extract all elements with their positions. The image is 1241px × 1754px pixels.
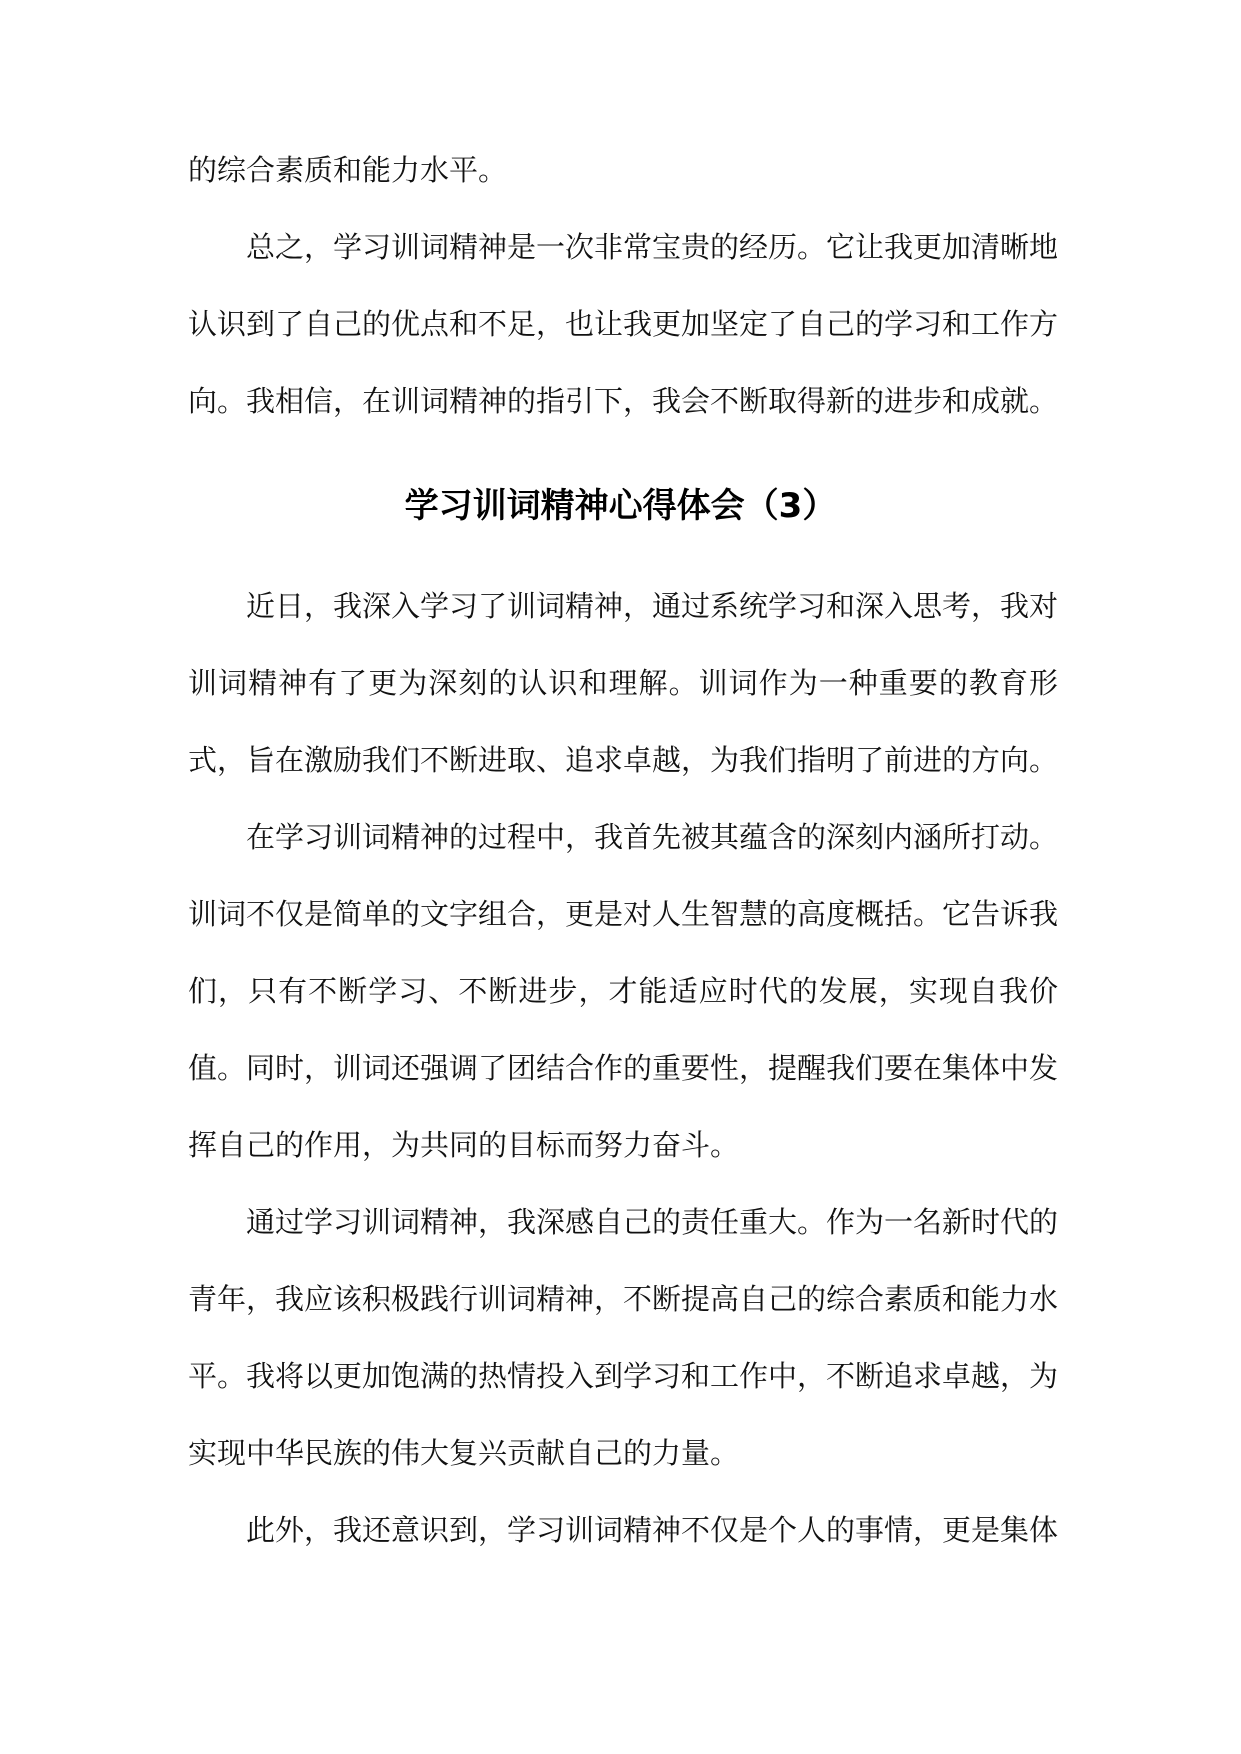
paragraph-3: 通过学习训词精神，我深感自己的责任重大。作为一名新时代的青年，我应该积极践行训词精神，不断提高自己的综合素质和能力水平。我将以更加饱满的热情投入到学习和工作中，不断追求卓越，为实现中华民族的伟大复兴贡献自己的力量。 (188, 1205, 1059, 1470)
paragraph-conclusion: 总之，学习训词精神是一次非常宝贵的经历。它让我更加清晰地认识到了自己的优点和不足，也让我更加坚定了自己的学习和工作方向。我相信，在训词精神的指引下，我会不断取得新的进步和成就。 (188, 230, 1059, 418)
paragraph-4: 此外，我还意识到，学习训词精神不仅是个人的事情，更是集体 (246, 1513, 1059, 1547)
section-title: 学习训词精神心得体会（3） (404, 486, 837, 526)
continued-text-block (188, 132, 1058, 440)
paragraph-continuation: 的综合素质和能力水平。 (188, 153, 508, 187)
paragraph-2: 在学习训词精神的过程中，我首先被其蕴含的深刻内涵所打动。训词不仅是简单的文字组合，更是对人生智慧的高度概括。它告诉我们，只有不断学习、不断进步，才能适应时代的发展，实现自我价值。同时，训词还强调了团结合作的重要性，提醒我们要在集体中发挥自己的作用，为共同的目标而努力奋斗。 (188, 820, 1059, 1162)
paragraph-1: 近日，我深入学习了训词精神，通过系统学习和深入思考，我对训词精神有了更为深刻的认识和理解。训词作为一种重要的教育形式，旨在激励我们不断进取、追求卓越，为我们指明了前进的方向。 (188, 589, 1059, 777)
section-body (188, 568, 1058, 1569)
